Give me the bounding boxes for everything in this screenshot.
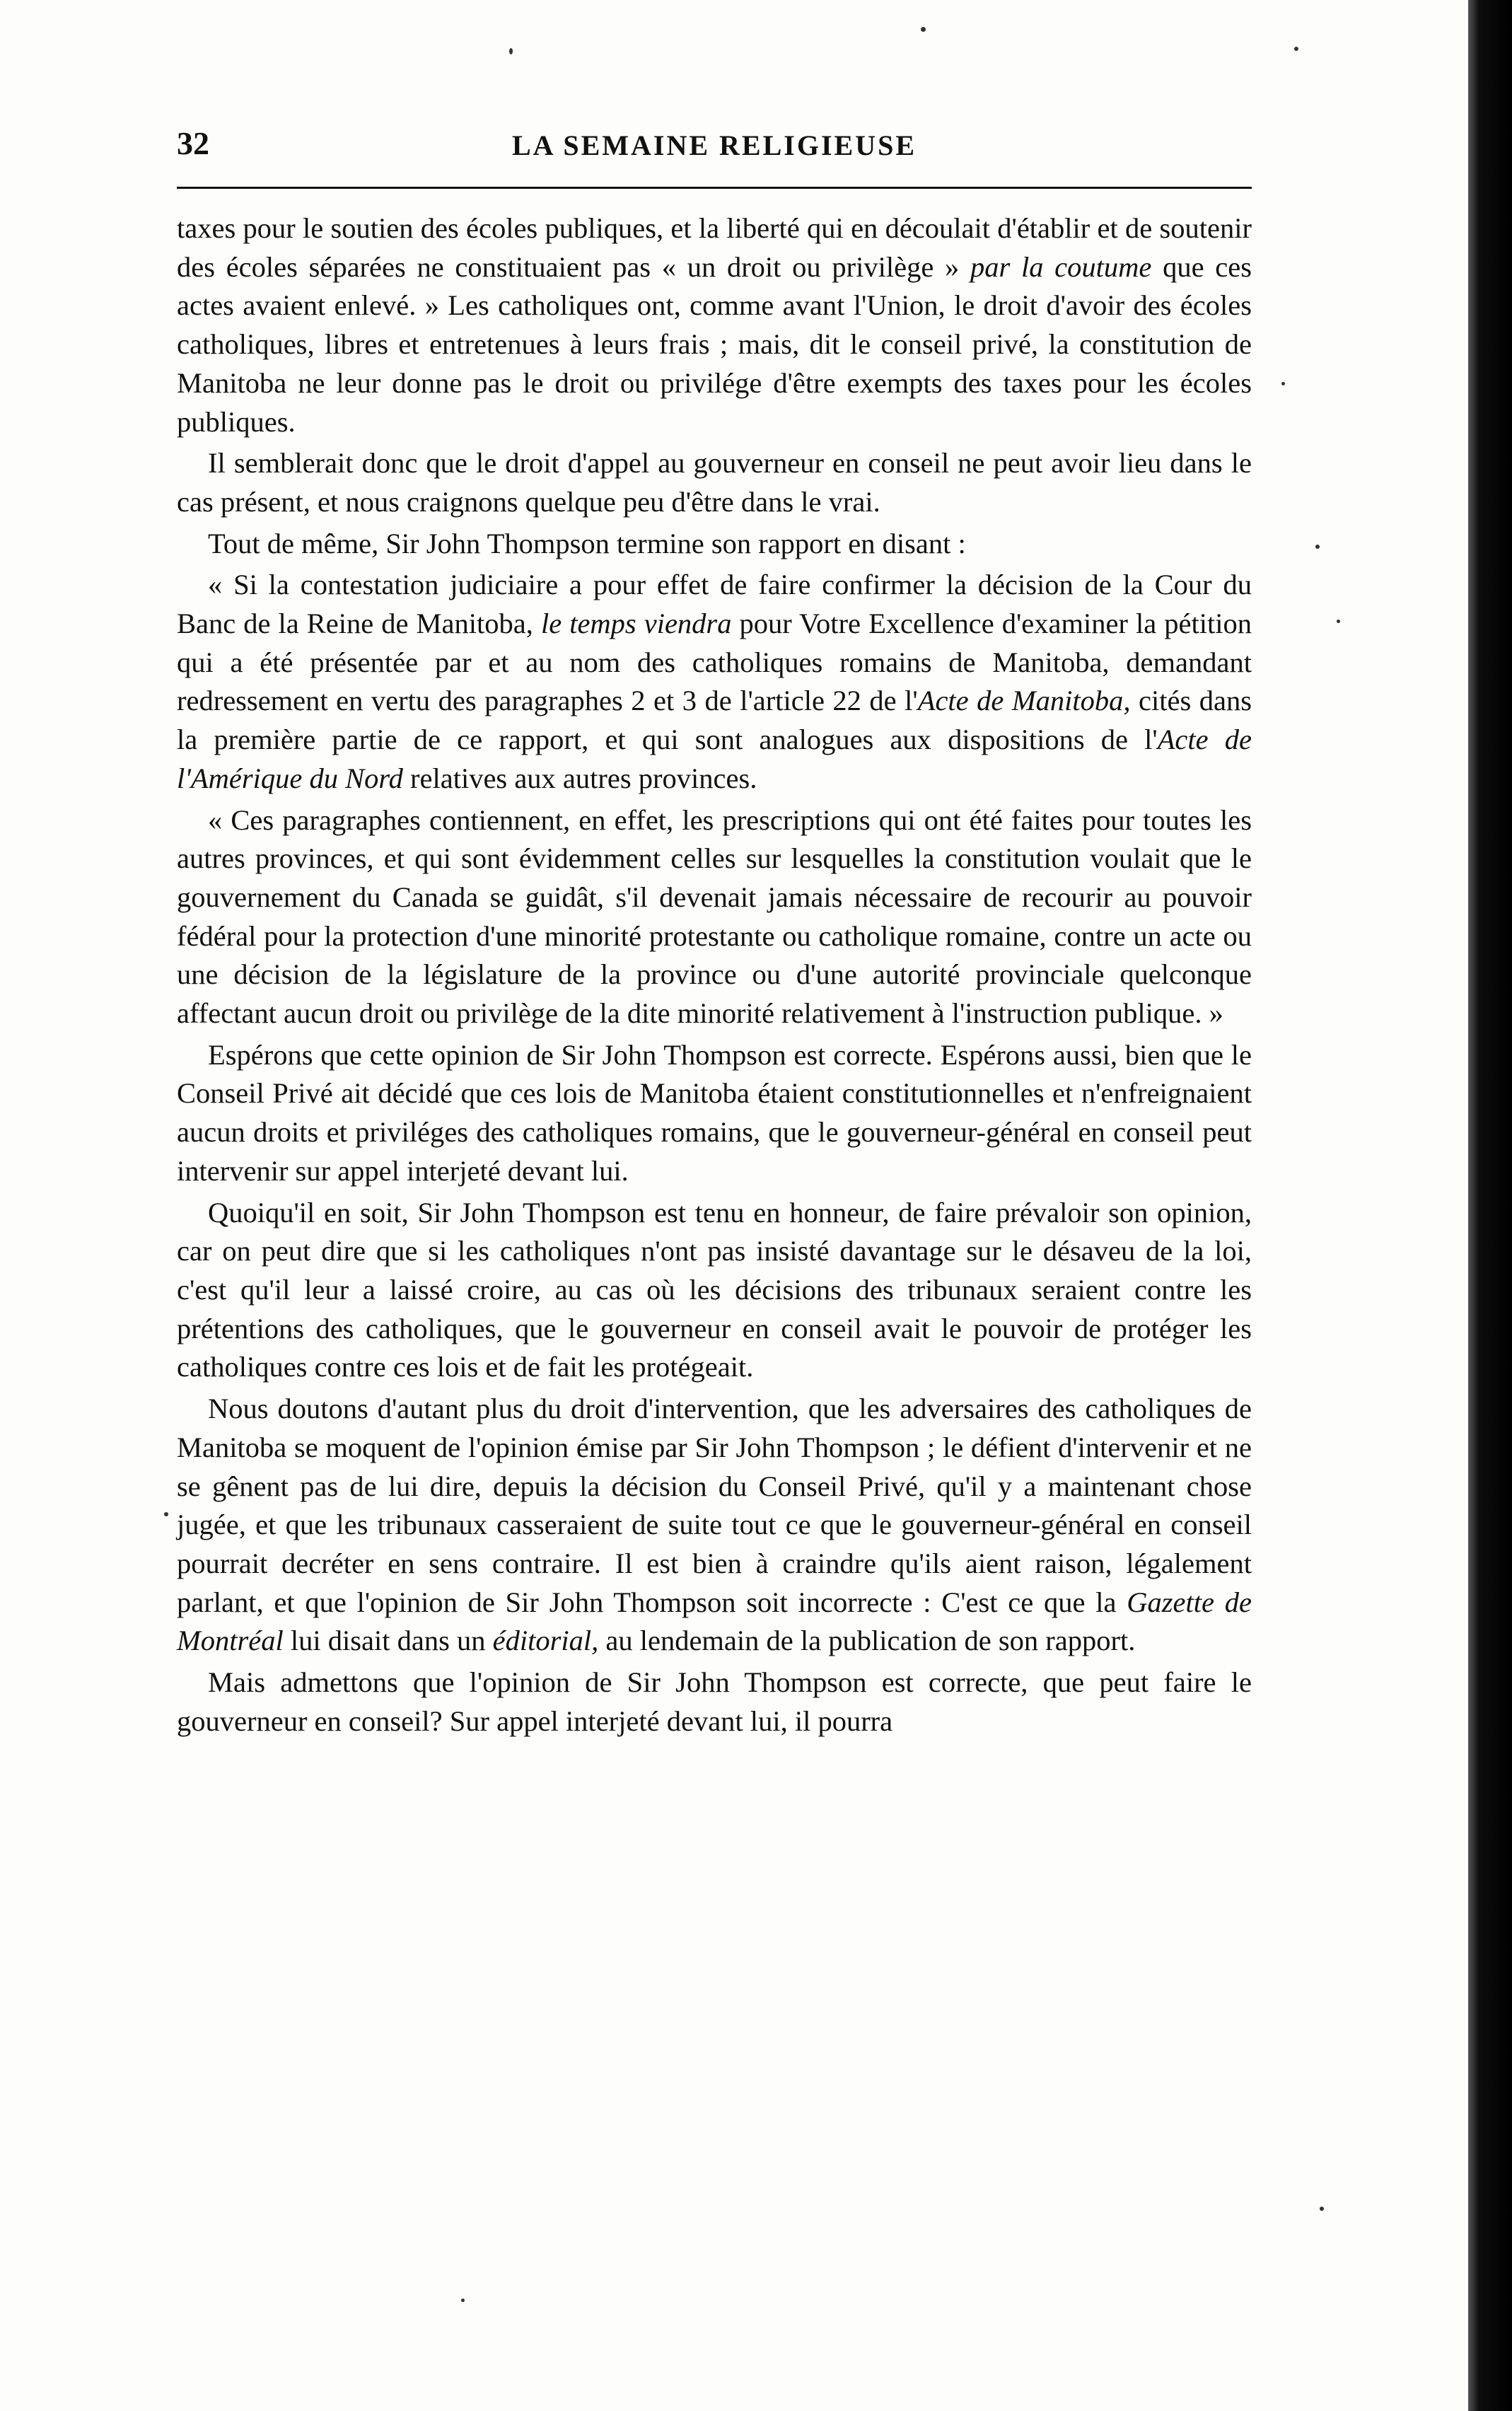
scan-speck: [1320, 2207, 1324, 2211]
scan-edge-shadow: [1468, 0, 1512, 2411]
page-header: [177, 120, 1252, 170]
scan-speck: [1315, 545, 1320, 549]
paragraph-4-text-e: cités dans la première partie de ce rapport, et qui sont analogues aux dispositions de l': [177, 685, 1252, 756]
paragraph-8-italic-d: éditorial,: [492, 1625, 599, 1657]
paragraph-4-text-c: pour Votre Excellence d'examiner la pétition qui a été présentée par et au nom des catholiques romains de Manitoba, demandant redressement en vertu des paragraphes 2 et 3 de l'article 22 de l': [177, 608, 1252, 717]
scan-speck: [1294, 47, 1298, 51]
paragraph-9: Mais admettons que l'opinion de Sir John Thompson est correcte, que peut faire le gouverneur en conseil? Sur appel interjeté devant lui, il pourra: [177, 1666, 1252, 1737]
scan-speck: [921, 27, 926, 32]
header-rule: [177, 187, 1252, 189]
paragraph-5-quote: « Ces paragraphes contiennent, en effet, les prescriptions qui ont été faites pour toutes les autres provinces, et qui sont évidemment celles sur lesquelles la constitution voulait que le gouvernement du Canada se guidât, s'il devenait jamais nécessaire de recourir au pouvoir fédéral pour la protection d'une minorité protestante ou catholique romaine, contre un acte ou une décision de la législature de la province ou d'une autorité provinciale quelconque affectant aucun droit ou privilège de la dite minorité relativement à l'instruction publique. »: [177, 803, 1252, 1030]
paragraph-7: Quoiqu'il en soit, Sir John Thompson est tenu en honneur, de faire prévaloir son opinion, car on peut dire que si les catholiques n'ont pas insisté davantage sur le désaveu de la loi, c'est qu'il leur a laissé croire, au cas où les décisions des tribunaux seraient contre les prétentions des catholiques, que le gouverneur en conseil avait le pouvoir de protéger les catholiques contre ces lois et de fait les protégeait.: [177, 1196, 1252, 1383]
paragraph-8-text-a: Nous doutons d'autant plus du droit d'intervention, que les adversaires des catholiques de Manitoba se moquent de l'opinion émise par Sir John Thompson ; le défient d'intervenir et ne se gênent pas de lui dire, depuis la décision du Conseil Privé, qu'il y a maintenant chose jugée, et que les tribunaux casseraient de suite tout ce que le gouverneur-général en conseil pourrait decréter en sens contraire. Il est bien à craindre qu'ils aient raison, légalement parlant, et que l'opinion de Sir John Thompson soit incorrecte : C'est ce que la: [177, 1393, 1252, 1618]
scan-speck: [1337, 620, 1340, 623]
paragraph-4-italic-d: Acte de Manitoba,: [917, 685, 1131, 717]
paragraph-6: Espérons que cette opinion de Sir John Thompson est correcte. Espérons aussi, bien que le Conseil Privé ait décidé que ces lois de Manitoba étaient constitutionnelles et n'enfreignaient aucun droits et priviléges des catholiques romains, que le gouverneur-général en conseil peut intervenir sur appel interjeté devant lui.: [177, 1038, 1252, 1187]
running-title: LA SEMAINE RELIGIEUSE: [511, 129, 917, 161]
paragraph-4-text-g: relatives aux autres provinces.: [402, 762, 757, 794]
page-number: 32: [177, 125, 209, 161]
paragraph-2: Il semblerait donc que le droit d'appel au gouverneur en conseil ne peut avoir lieu dans le cas présent, et nous craignons quelque peu d'être dans le vrai.: [177, 447, 1252, 518]
paragraph-8: [177, 1390, 1252, 1661]
scan-speck: [461, 2299, 465, 2302]
scan-speck: [164, 1512, 168, 1516]
paragraph-1-text-c: que ces actes avaient enlevé. » Les catholiques ont, comme avant l'Union, le droit d'avoir des écoles catholiques, libres et entretenues à leurs frais ; mais, dit le conseil privé, la constitution de Manitoba ne leur donne pas le droit ou privilége d'être exempts des taxes pour les écoles publiques.: [177, 250, 1252, 438]
scan-speck: [1281, 382, 1285, 385]
paragraph-4-quote: [177, 566, 1252, 798]
paragraph-8-text-c: lui disait dans un: [283, 1625, 493, 1657]
paragraph-4-italic-b: le temps viendra: [540, 608, 732, 640]
paragraph-1-italic: par la coutume: [970, 250, 1152, 283]
paragraph-8-text-e: au lendemain de la publication de son rapport.: [598, 1625, 1136, 1657]
paragraph-3: Tout de même, Sir John Thompson termine son rapport en disant :: [208, 527, 966, 559]
paragraph-4-text-a: « Si la contestation judiciaire a pour effet de faire confirmer la décision de la Cour du Banc de la Reine de Manitoba,: [177, 569, 1252, 640]
paragraph-1: [177, 209, 1252, 441]
article-body: [177, 209, 1252, 1743]
paragraph-4-italic-f: Acte de l'Amérique du Nord: [177, 724, 1252, 794]
scan-speck: [509, 48, 513, 54]
paragraph-1-text-a: taxes pour le soutien des écoles publiques, et la liberté qui en découlait d'établir et de soutenir des écoles séparées ne constituaient pas « un droit ou privilège »: [177, 212, 1252, 283]
paragraph-8-italic-b: Gazette de Montréal: [177, 1586, 1252, 1657]
